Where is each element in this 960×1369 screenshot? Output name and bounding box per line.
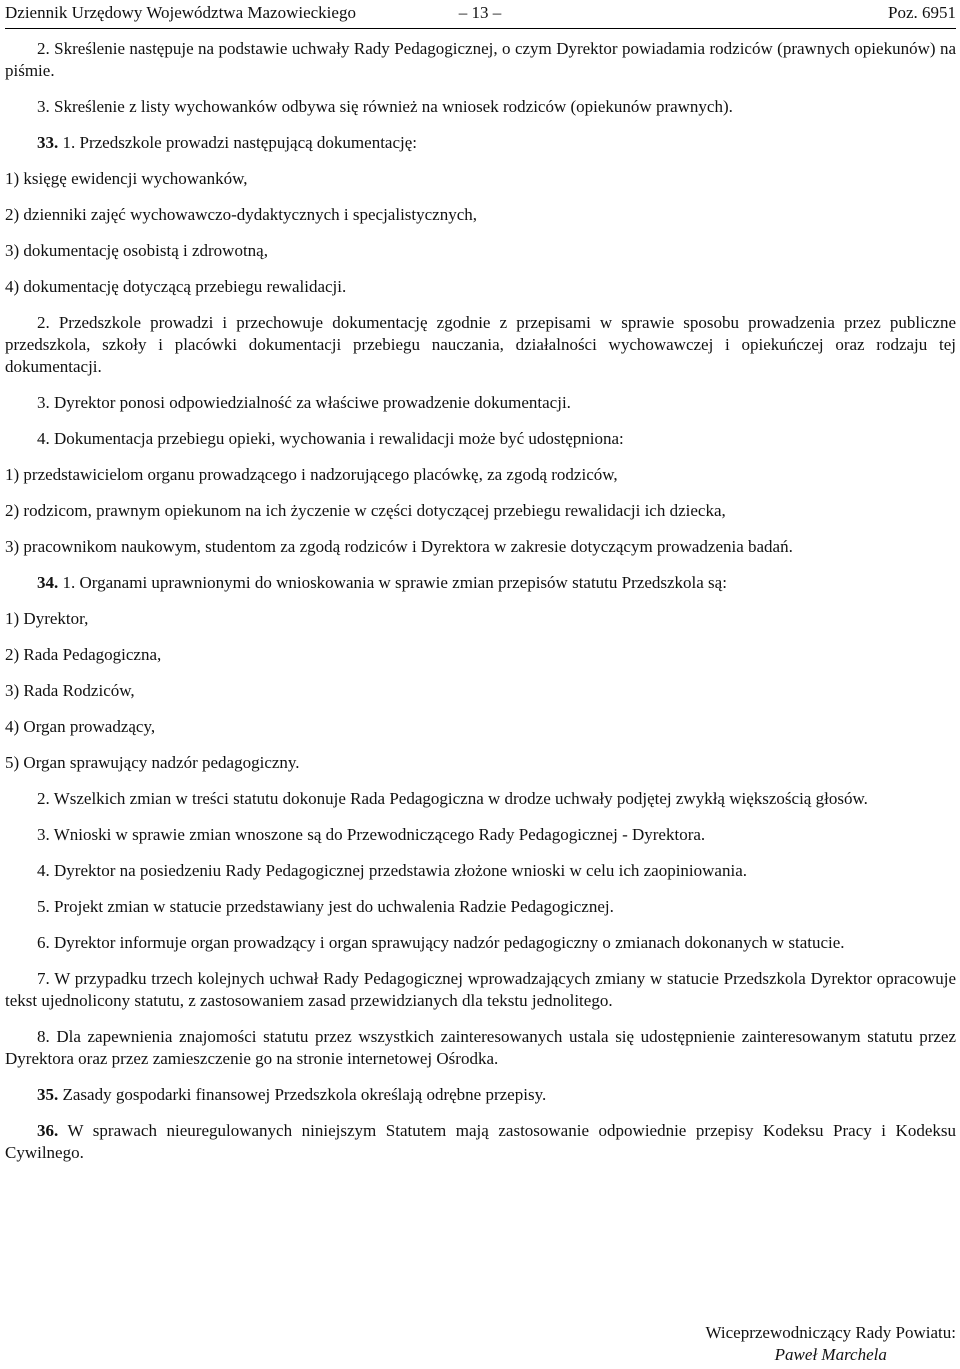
document-body bbox=[5, 29, 956, 1164]
position-number: Poz. 6951 bbox=[888, 3, 956, 22]
paragraph-33-number: 33. bbox=[37, 133, 59, 152]
p34-s1-text: 1. Organami uprawnionymi do wnioskowania w sprawie zmian przepisów statutu Przedszkola są: bbox=[62, 573, 727, 592]
paragraph-34-number: 34. bbox=[37, 573, 59, 592]
p33-s4: 4. Dokumentacja przebiegu opieki, wychowania i rewalidacji może być udostępniona: bbox=[37, 429, 624, 448]
signature-block bbox=[706, 1322, 956, 1366]
signature-title: Wiceprzewodniczący Rady Powiatu: bbox=[705, 1323, 956, 1342]
p34-s6: 6. Dyrektor informuje organ prowadzący i organ sprawujący nadzór pedagogiczny o zmianach dokonanych w statucie. bbox=[37, 933, 845, 952]
p33-item-4: 4) dokumentację dotyczącą przebiegu rewalidacji. bbox=[5, 277, 347, 296]
paragraph-34-s1 bbox=[5, 572, 956, 594]
p36-text: W sprawach nieuregulowanych niniejszym Statutem mają zastosowanie odpowiednie przepisy Kodeksu Pracy i Kodeksu Cywilnego. bbox=[5, 1121, 956, 1162]
p33-item-2: 2) dzienniki zajęć wychowawczo-dydaktycznych i specjalistycznych, bbox=[5, 205, 478, 224]
p34-s7: 7. W przypadku trzech kolejnych uchwał Rady Pedagogicznej wprowadzających zmiany w statucie Przedszkola Dyrektor opracowuje tekst ujednolicony statutu, z zastosowaniem zasad przewidzianych dla tekstu jednolitego. bbox=[5, 969, 956, 1010]
paragraph-33-s1 bbox=[5, 132, 956, 154]
p34-item-3: 3) Rada Rodziców, bbox=[5, 681, 135, 700]
p34-s2: 2. Wszelkich zmian w treści statutu dokonuje Rada Pedagogiczna w drodze uchwały podjętej zwykłą większością głosów. bbox=[37, 789, 868, 808]
p34-item-5: 5) Organ sprawujący nadzór pedagogiczny. bbox=[5, 753, 300, 772]
p34-s5: 5. Projekt zmian w statucie przedstawiany jest do uchwalenia Radzie Pedagogicznej. bbox=[37, 897, 614, 916]
p33-s4-item-1: 1) przedstawicielom organu prowadzącego i nadzorującego placówkę, za zgodą rodziców, bbox=[5, 465, 618, 484]
page-number: – 13 – bbox=[458, 3, 502, 22]
paragraph-36-number: 36. bbox=[37, 1121, 59, 1140]
p33-s3: 3. Dyrektor ponosi odpowiedzialność za właściwe prowadzenie dokumentacji. bbox=[37, 393, 571, 412]
p35-text: Zasady gospodarki finansowej Przedszkola określają odrębne przepisy. bbox=[62, 1085, 547, 1104]
p32-s2: 2. Skreślenie następuje na podstawie uchwały Rady Pedagogicznej, o czym Dyrektor powiadamia rodziców (prawnych opiekunów) na piśmie. bbox=[5, 39, 956, 80]
p33-item-3: 3) dokumentację osobistą i zdrowotną, bbox=[5, 241, 268, 260]
paragraph-35-number: 35. bbox=[37, 1085, 59, 1104]
p32-s3: 3. Skreślenie z listy wychowanków odbywa się również na wniosek rodziców (opiekunów prawnych). bbox=[37, 97, 733, 116]
p34-item-2: 2) Rada Pedagogiczna, bbox=[5, 645, 162, 664]
paragraph-36 bbox=[5, 1120, 956, 1164]
p33-s4-item-3: 3) pracownikom naukowym, studentom za zgodą rodziców i Dyrektora w zakresie dotyczącym prowadzenia badań. bbox=[5, 537, 793, 556]
p34-item-4: 4) Organ prowadzący, bbox=[5, 717, 156, 736]
paragraph-35 bbox=[5, 1084, 956, 1106]
journal-title: Dziennik Urzędowy Województwa Mazowieckiego bbox=[5, 3, 356, 22]
p33-s4-item-2: 2) rodzicom, prawnym opiekunom na ich życzenie w części dotyczącej przebiegu rewalidacji ich dziecka, bbox=[5, 501, 726, 520]
signature-name: Paweł Marchela bbox=[774, 1345, 887, 1364]
p33-s2: 2. Przedszkole prowadzi i przechowuje dokumentację zgodnie z przepisami w sprawie sposobu prowadzenia przez publiczne przedszkola, szkoły i placówki dokumentacji przebiegu nauczania, działalności wychowawczej i opiekuńczej oraz rodzaju tej dokumentacji. bbox=[5, 313, 956, 376]
p33-item-1: 1) księgę ewidencji wychowanków, bbox=[5, 169, 248, 188]
p34-s4: 4. Dyrektor na posiedzeniu Rady Pedagogicznej przedstawia złożone wnioski w celu ich zaopiniowania. bbox=[37, 861, 747, 880]
p33-s1-text: 1. Przedszkole prowadzi następującą dokumentację: bbox=[62, 133, 418, 152]
p34-s3: 3. Wnioski w sprawie zmian wnoszone są do Przewodniczącego Rady Pedagogicznej - Dyrektora. bbox=[37, 825, 706, 844]
p34-s8: 8. Dla zapewnienia znajomości statutu przez wszystkich zainteresowanych ustala się udostępnienie zainteresowanym statutu przez Dyrektora oraz przez zamieszczenie go na stronie internetowej Ośrodka. bbox=[5, 1027, 956, 1068]
page-header bbox=[5, 0, 956, 29]
p34-item-1: 1) Dyrektor, bbox=[5, 609, 89, 628]
